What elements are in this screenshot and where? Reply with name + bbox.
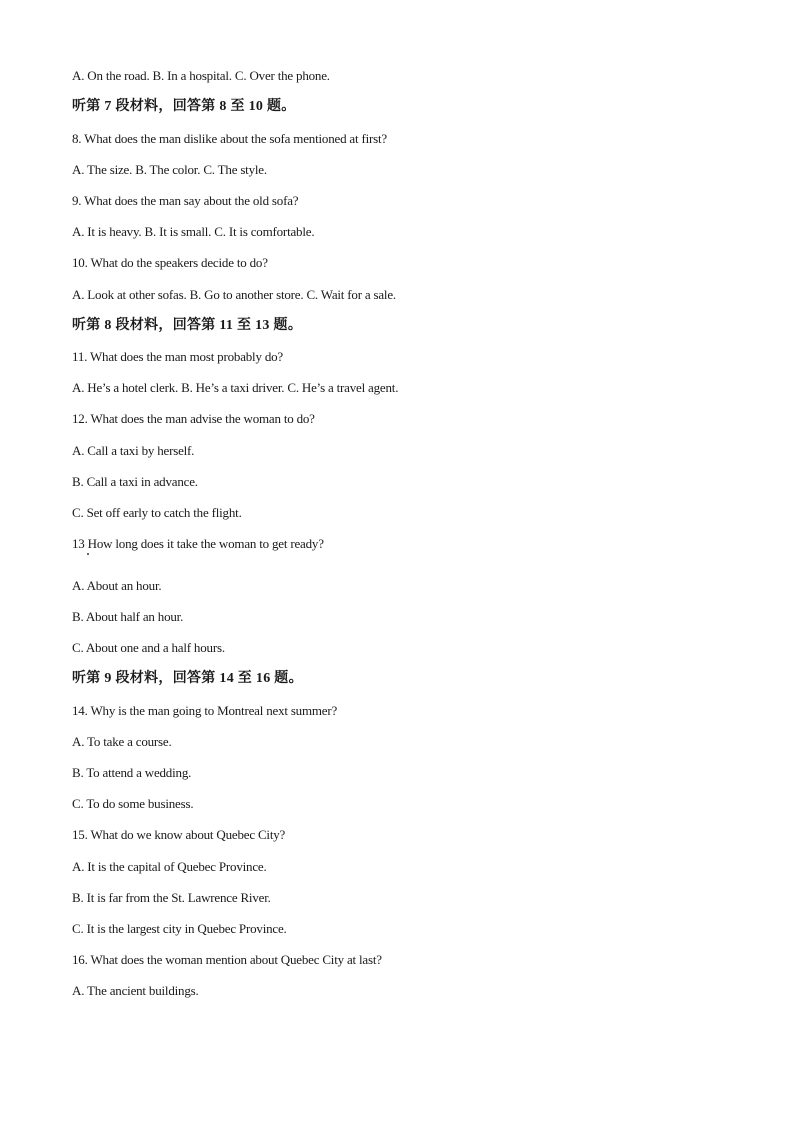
answer-options-q7: A. On the road. B. In a hospital. C. Over the phone. <box>72 68 330 83</box>
question-8: 8. What does the man dislike about the sofa mentioned at first? <box>72 131 387 146</box>
answer-option-15c: C. It is the largest city in Quebec Province. <box>72 921 287 936</box>
question-9: 9. What does the man say about the old sofa? <box>72 193 299 208</box>
answer-options-q9: A. It is heavy. B. It is small. C. It is comfortable. <box>72 224 315 239</box>
answer-option-12c: C. Set off early to catch the flight. <box>72 505 242 520</box>
question-13: 13 How long does it take the woman to get ready? <box>72 536 324 551</box>
answer-option-12a: A. Call a taxi by herself. <box>72 443 195 458</box>
stray-dot-mark <box>87 553 89 555</box>
answer-option-13b: B. About half an hour. <box>72 609 184 624</box>
answer-options-q8: A. The size. B. The color. C. The style. <box>72 162 267 177</box>
question-10: 10. What do the speakers decide to do? <box>72 255 268 270</box>
answer-option-14c: C. To do some business. <box>72 796 194 811</box>
answer-option-15a: A. It is the capital of Quebec Province. <box>72 859 267 874</box>
answer-option-14a: A. To take a course. <box>72 734 172 749</box>
answer-option-14b: B. To attend a wedding. <box>72 765 192 780</box>
section-heading-8: 听第 8 段材料，回答第 11 至 13 题。 <box>72 318 303 333</box>
answer-option-13c: C. About one and a half hours. <box>72 640 225 655</box>
question-16: 16. What does the woman mention about Quebec City at last? <box>72 952 382 967</box>
answer-option-16a: A. The ancient buildings. <box>72 983 199 998</box>
answer-options-q10: A. Look at other sofas. B. Go to another store. C. Wait for a sale. <box>72 287 396 302</box>
question-15: 15. What do we know about Quebec City? <box>72 827 286 842</box>
question-14: 14. Why is the man going to Montreal next summer? <box>72 703 338 718</box>
section-heading-9: 听第 9 段材料，回答第 14 至 16 题。 <box>72 671 303 686</box>
answer-option-15b: B. It is far from the St. Lawrence River. <box>72 890 271 905</box>
section-heading-7: 听第 7 段材料，回答第 8 至 10 题。 <box>72 99 296 114</box>
answer-option-12b: B. Call a taxi in advance. <box>72 474 198 489</box>
answer-options-q11: A. He’s a hotel clerk. B. He’s a taxi driver. C. He’s a travel agent. <box>72 380 399 395</box>
question-11: 11. What does the man most probably do? <box>72 349 283 364</box>
question-12: 12. What does the man advise the woman to do? <box>72 411 315 426</box>
answer-option-13a: A. About an hour. <box>72 578 162 593</box>
